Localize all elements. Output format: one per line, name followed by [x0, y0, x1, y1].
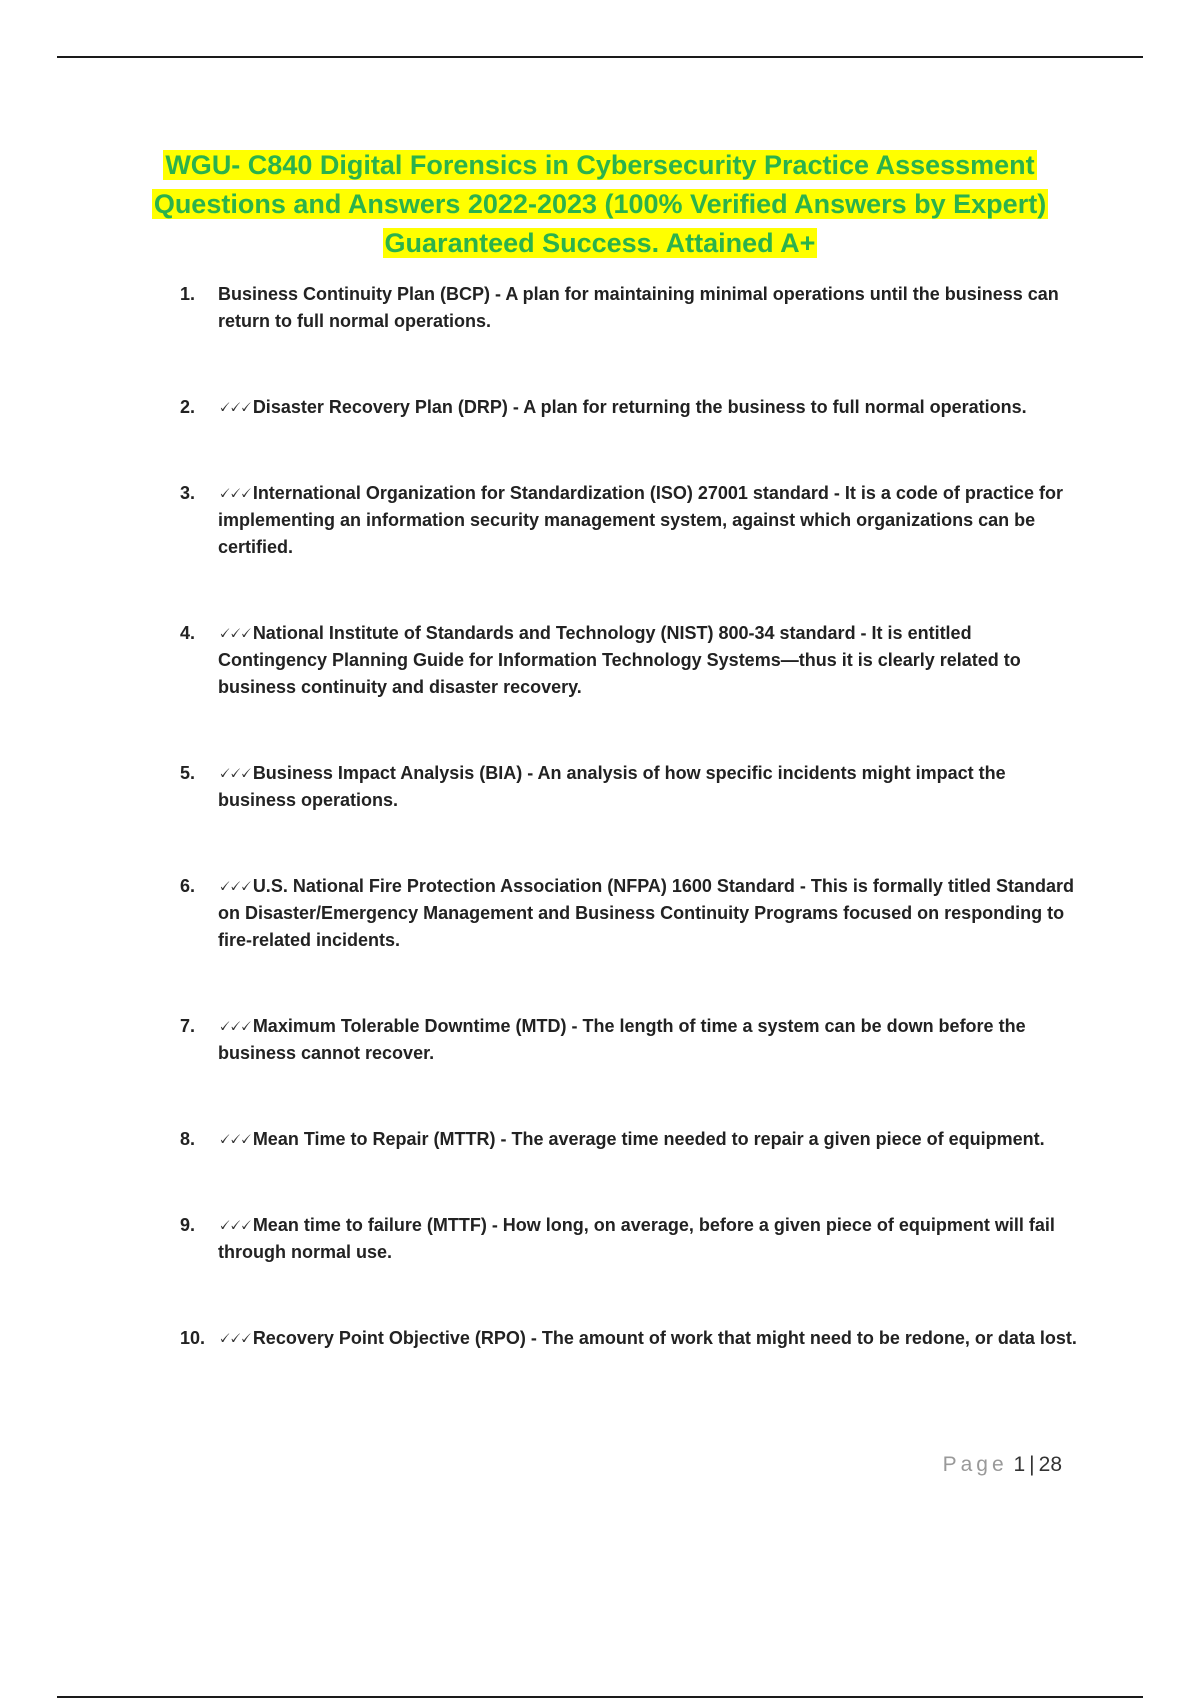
list-item [180, 281, 1085, 335]
document-title [150, 146, 1050, 263]
item-text: Recovery Point Objective (RPO) - The amount of work that might need to be redone, or data lost. [252, 1328, 1077, 1348]
check-marks-icon: 🗸🗸🗸 [218, 1328, 250, 1349]
item-number: 9. [180, 1215, 196, 1235]
item-text: Maximum Tolerable Downtime (MTD) - The length of time a system can be down before the business cannot recover. [218, 1016, 1026, 1063]
top-divider [57, 56, 1143, 58]
item-text: International Organization for Standardization (ISO) 27001 standard - It is a code of practice for implementing an information security management system, against which organizations can be certified. [218, 483, 1063, 557]
item-number: 5. [180, 763, 196, 783]
bottom-divider [57, 1696, 1143, 1698]
item-text: Mean time to failure (MTTF) - How long, on average, before a given piece of equipment will fail through normal use. [218, 1215, 1055, 1262]
item-number: 3. [180, 483, 196, 503]
item-text: Mean Time to Repair (MTTR) - The average time needed to repair a given piece of equipment. [252, 1129, 1045, 1149]
item-text: Business Impact Analysis (BIA) - An analysis of how specific incidents might impact the business operations. [218, 763, 1006, 810]
item-number: 2. [180, 397, 196, 417]
page-number: 1 [1013, 1453, 1026, 1476]
item-text: National Institute of Standards and Technology (NIST) 800-34 standard - It is entitled Contingency Planning Guide for Information Technology Systems—thus it is clearly related to business continuity and disaster recovery. [218, 623, 1021, 697]
list-item [180, 1212, 1085, 1266]
list-item [180, 1013, 1085, 1067]
list-item [180, 1325, 1085, 1352]
item-text: Business Continuity Plan (BCP) - A plan for maintaining minimal operations until the business can return to full normal operations. [218, 284, 1059, 331]
item-number: 6. [180, 876, 196, 896]
list-item [180, 760, 1085, 814]
check-marks-icon: 🗸🗸🗸 [218, 397, 250, 418]
page-separator: | [1029, 1453, 1035, 1476]
check-marks-icon: 🗸🗸🗸 [218, 763, 250, 784]
list-item [180, 480, 1085, 561]
check-marks-icon: 🗸🗸🗸 [218, 1215, 250, 1236]
list-item [180, 394, 1085, 421]
page-footer [880, 1453, 1062, 1477]
item-text: Disaster Recovery Plan (DRP) - A plan for returning the business to full normal operations. [252, 397, 1027, 417]
item-number: 7. [180, 1016, 196, 1036]
item-text: U.S. National Fire Protection Association (NFPA) 1600 Standard - This is formally titled Standard on Disaster/Emergency Management and Business Continuity Programs focused on responding to fire-related incidents. [218, 876, 1074, 950]
page-label: Page [942, 1453, 1008, 1476]
check-marks-icon: 🗸🗸🗸 [218, 623, 250, 644]
title-highlight: WGU- C840 Digital Forensics in Cybersecurity Practice Assessment Questions and Answers 2022-2023 (100% Verified Answers by Expert) Guaranteed Success. Attained A+ [153, 150, 1047, 258]
check-marks-icon: 🗸🗸🗸 [218, 876, 250, 897]
qa-list [180, 281, 1085, 1352]
check-marks-icon: 🗸🗸🗸 [218, 1129, 250, 1150]
item-number: 4. [180, 623, 196, 643]
check-marks-icon: 🗸🗸🗸 [218, 1016, 250, 1037]
page-total: 28 [1038, 1453, 1062, 1476]
check-marks-icon: 🗸🗸🗸 [218, 483, 250, 504]
list-item [180, 620, 1085, 701]
list-item [180, 1126, 1085, 1153]
item-number: 10. [180, 1328, 206, 1348]
item-number: 8. [180, 1129, 196, 1149]
item-number: 1. [180, 284, 196, 304]
list-item [180, 873, 1085, 954]
